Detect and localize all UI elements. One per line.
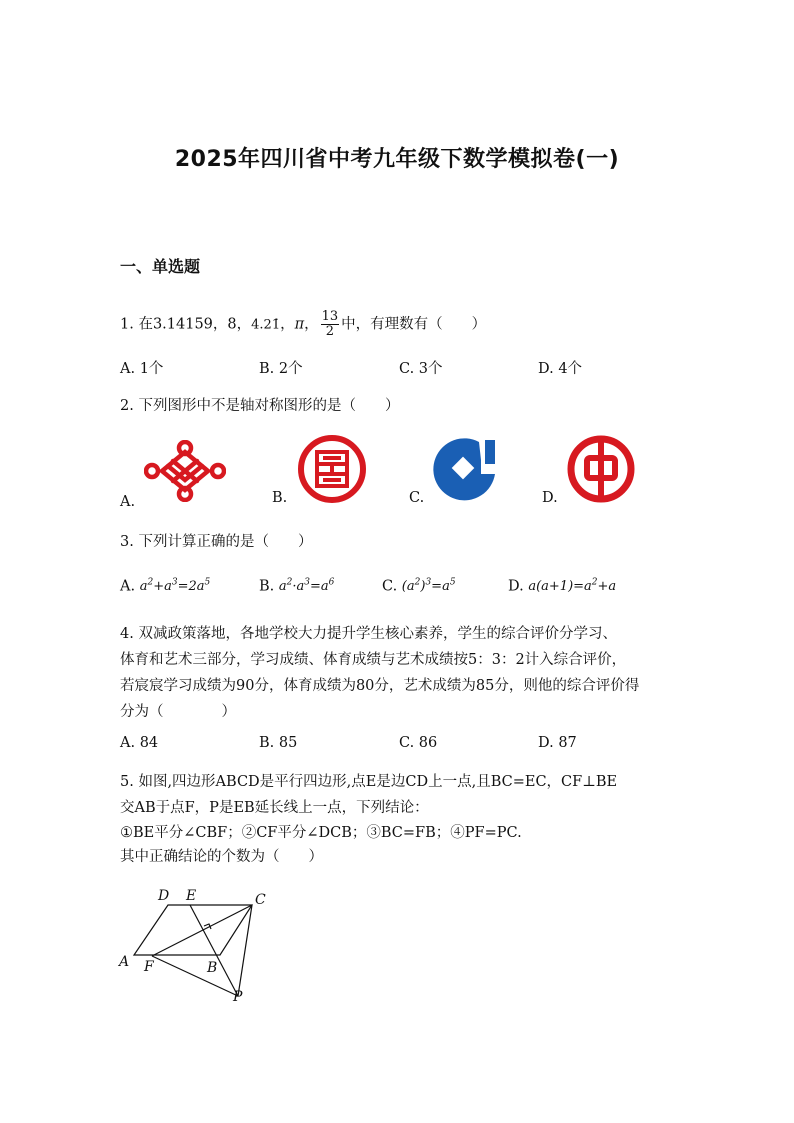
question-2: 2. 下列图形中不是轴对称图形的是（ ） bbox=[120, 398, 400, 414]
q1-option-b[interactable]: B. 2个 bbox=[259, 361, 303, 377]
q2-label-c[interactable]: C. bbox=[409, 490, 425, 506]
page-title: 2025年四川省中考九年级下数学模拟卷(一) bbox=[174, 147, 620, 172]
q4-option-c[interactable]: C. 86 bbox=[399, 735, 438, 751]
q4-option-d[interactable]: D. 87 bbox=[538, 735, 577, 751]
q4-line: 4. 双减政策落地，各地学校大力提升学生核心素养，学生的综合评价分学习、 bbox=[120, 626, 617, 642]
parallelogram-figure bbox=[116, 884, 276, 1006]
q3-option-c[interactable] bbox=[382, 578, 456, 594]
q3-expression-c: $(a^2)^3=a^5$ bbox=[401, 578, 456, 595]
q3-option-d[interactable] bbox=[508, 578, 616, 594]
ccb-logo-icon bbox=[433, 434, 499, 504]
q3-expression-d: $a(a+1)=a^2+a$ bbox=[528, 578, 617, 595]
q2-label-d[interactable]: D. bbox=[542, 490, 558, 506]
q3-expression-b: $a^2\cdot a^3=a^6$ bbox=[278, 578, 335, 595]
q1-prefix: 1. 在3.14159，8， bbox=[120, 316, 252, 333]
point-a-label: A bbox=[119, 954, 130, 970]
q5-line-3: ①BE平分∠CBF；②CF平分∠DCB；③BC=FB；④PF=PC. bbox=[120, 825, 522, 841]
bank-logo-b-icon bbox=[297, 434, 367, 504]
point-c-label: C bbox=[255, 892, 266, 908]
q1-frac-num: 13 bbox=[321, 309, 339, 324]
q4-option-a[interactable]: A. 84 bbox=[120, 735, 159, 751]
section-heading: 一、单选题 bbox=[120, 257, 201, 276]
q4-line: 体育和艺术三部分，学习成绩、体育成绩与艺术成绩按5：3：2计入综合评价， bbox=[120, 652, 627, 668]
q1-option-d[interactable]: D. 4个 bbox=[538, 361, 583, 377]
q1-option-a[interactable]: A. 1个 bbox=[120, 361, 164, 377]
point-e-label: E bbox=[186, 888, 197, 904]
q4-option-b[interactable]: B. 85 bbox=[259, 735, 298, 751]
chinese-knot-logo-icon bbox=[144, 440, 226, 502]
q3-label-a: A. bbox=[120, 578, 136, 595]
question-3: 3. 下列计算正确的是（ ） bbox=[120, 534, 313, 550]
point-p-label: P bbox=[233, 989, 243, 1005]
q1-pi: π bbox=[294, 316, 305, 333]
q2-label-b[interactable]: B. bbox=[272, 490, 288, 506]
q1-repeating-decimal: 4.21̇ bbox=[251, 317, 281, 333]
q1-option-c[interactable]: C. 3个 bbox=[399, 361, 443, 377]
q1-separator-2: ， bbox=[304, 316, 319, 333]
question-1 bbox=[120, 310, 486, 339]
q3-label-d: D. bbox=[508, 578, 524, 595]
point-d-label: D bbox=[158, 888, 170, 904]
q5-line-4: 其中正确结论的个数为（ ） bbox=[120, 849, 323, 865]
q1-suffix: 中，有理数有（ ） bbox=[341, 316, 487, 333]
boc-logo-icon bbox=[566, 434, 636, 504]
q1-frac-den: 2 bbox=[325, 324, 335, 339]
q1-separator: ， bbox=[280, 316, 295, 333]
q3-option-a[interactable] bbox=[120, 578, 210, 594]
point-f-label: F bbox=[144, 959, 154, 975]
q2-label-a[interactable]: A. bbox=[120, 494, 136, 510]
question-5 bbox=[120, 769, 700, 869]
q3-label-b: B. bbox=[259, 578, 275, 595]
q4-line: 若宸宸学习成绩为90分，体育成绩为80分，艺术成绩为85分，则他的综合评价得 bbox=[120, 678, 640, 694]
q3-label-c: C. bbox=[382, 578, 398, 595]
q1-fraction bbox=[321, 310, 340, 339]
q3-expression-a: $a^2+a^3=2a^5$ bbox=[139, 578, 211, 595]
point-b-label: B bbox=[207, 960, 218, 976]
q5-line-2: 交AB于点F，P是EB延长线上一点，下列结论： bbox=[120, 800, 429, 816]
q5-line-1: 5. 如图,四边形ABCD是平行四边形,点E是边CD上一点,且BC=EC，CF⊥BE bbox=[120, 774, 618, 790]
question-4 bbox=[120, 621, 680, 725]
q4-line: 分为（ ） bbox=[120, 704, 236, 720]
q3-option-b[interactable] bbox=[259, 578, 334, 594]
